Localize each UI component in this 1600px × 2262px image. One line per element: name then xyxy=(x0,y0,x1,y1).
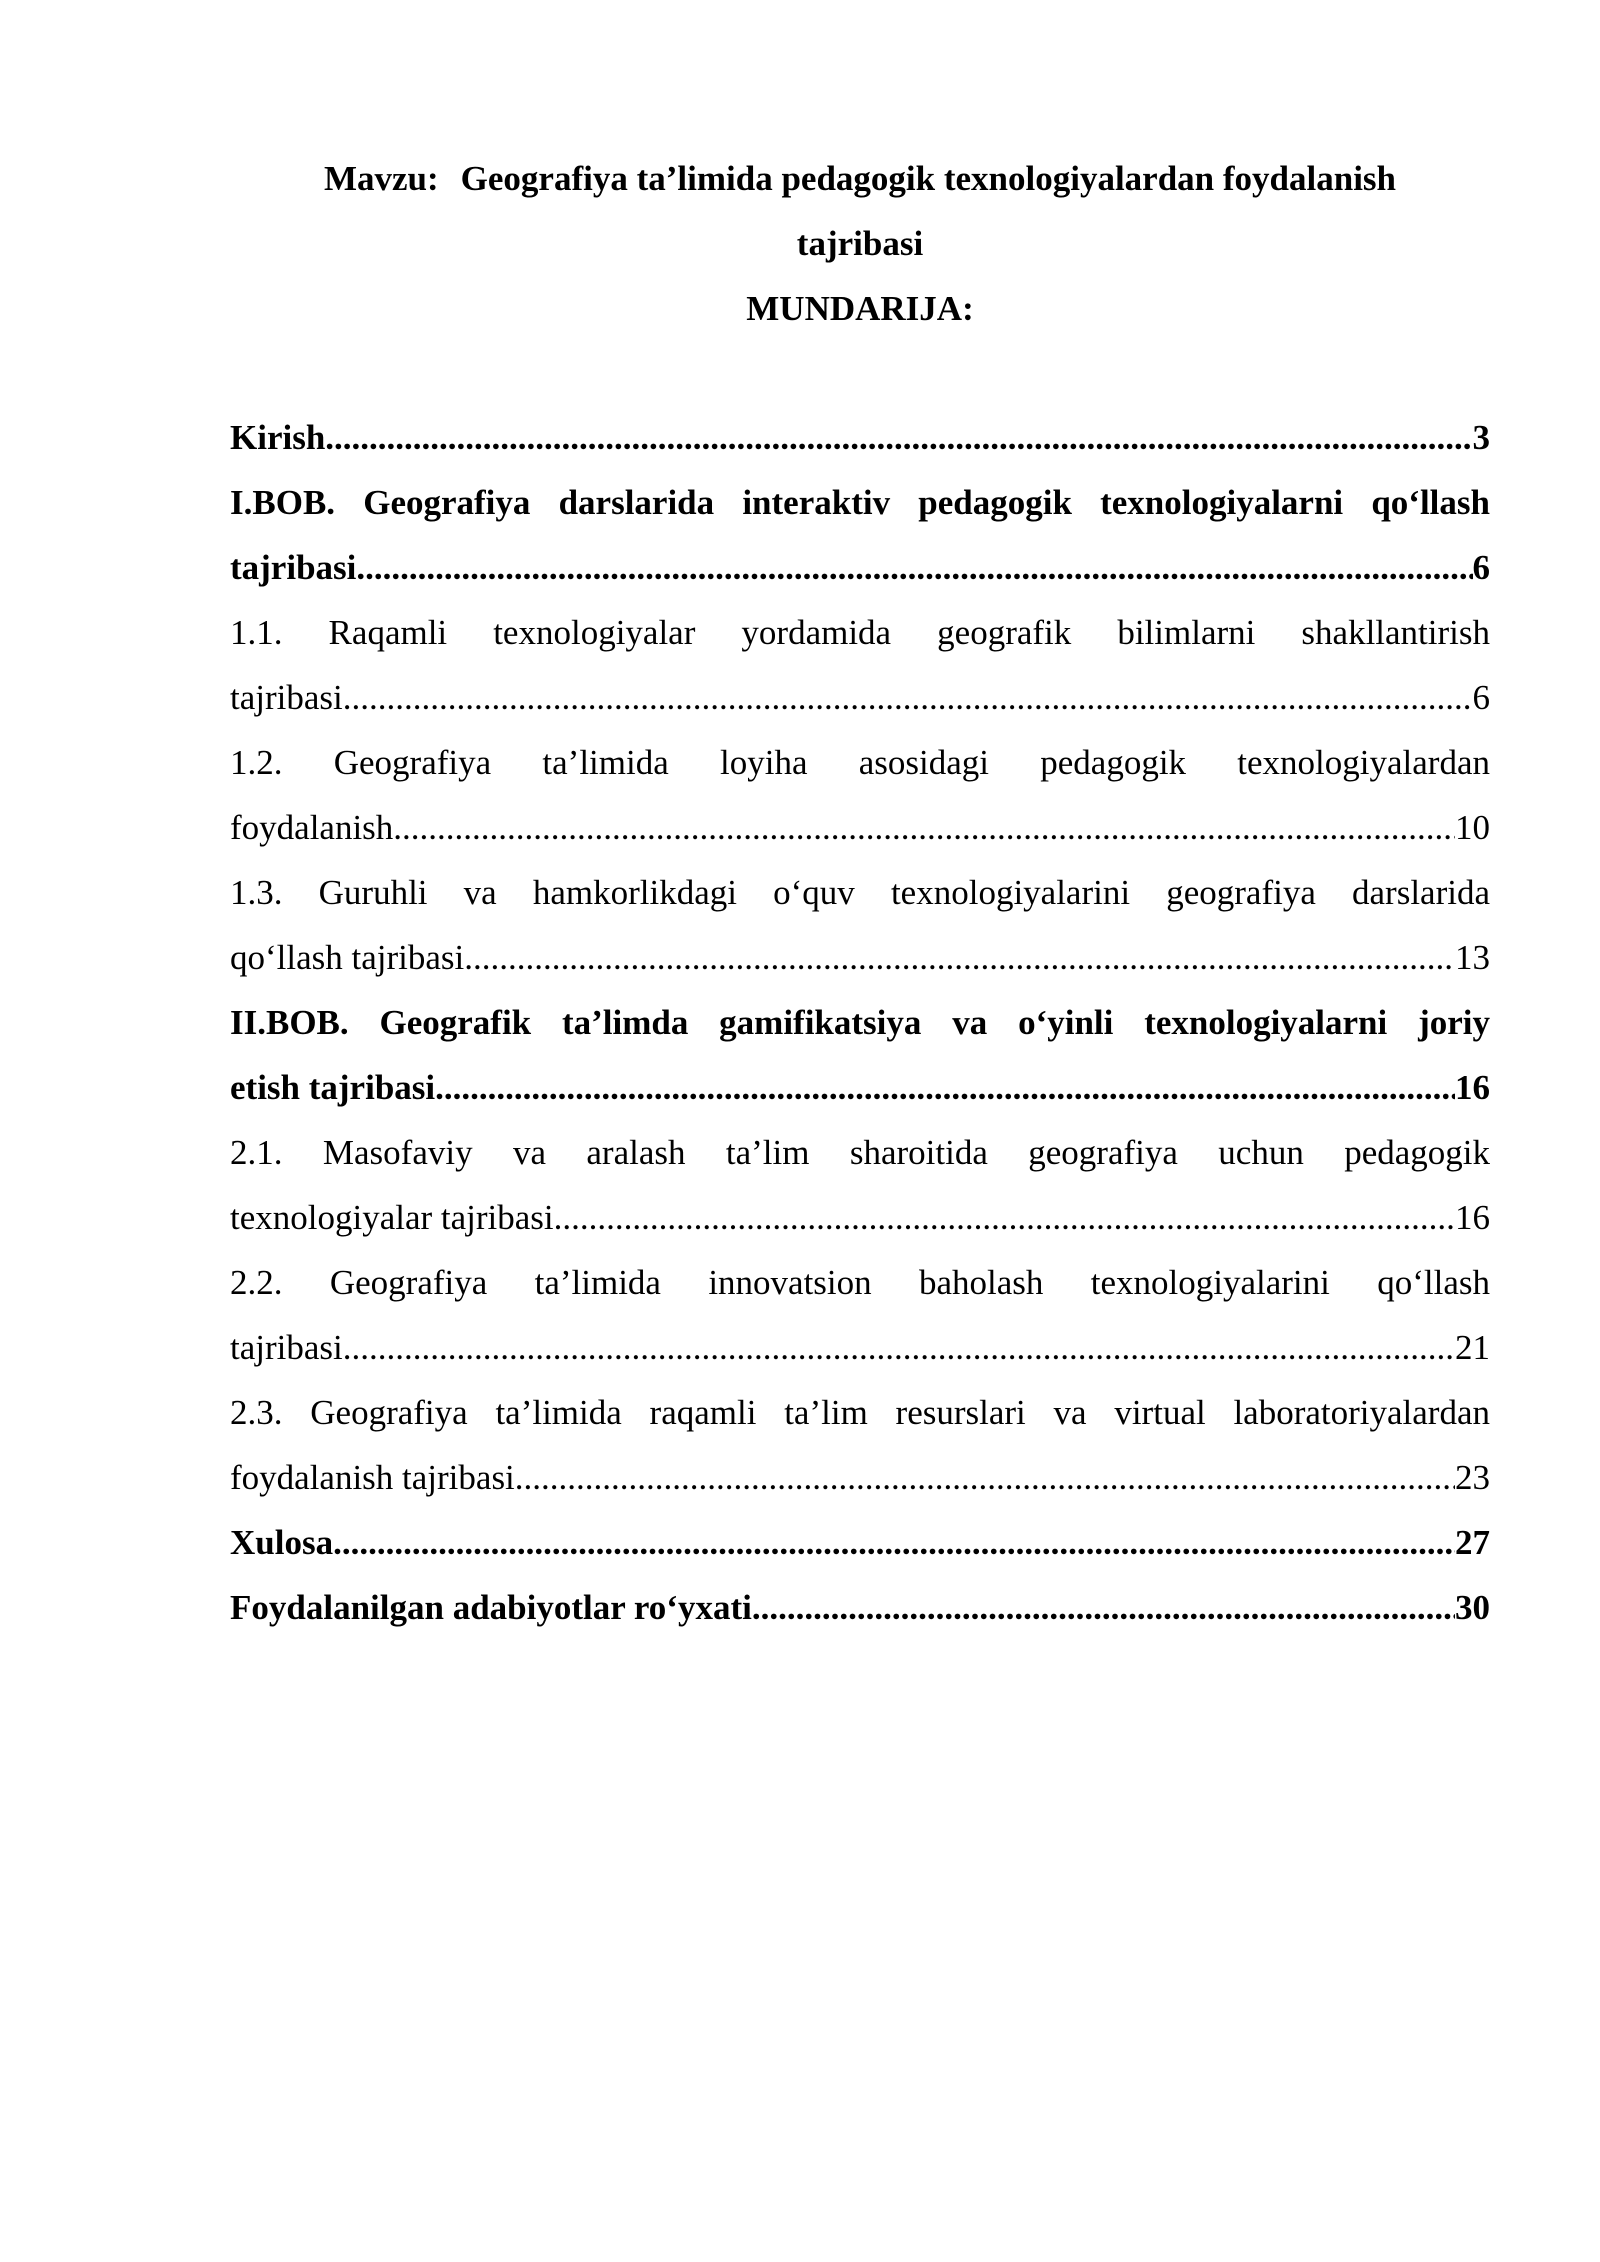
toc-page-number: 6 xyxy=(1472,548,1490,587)
toc-entry-leader-line xyxy=(230,1055,1490,1120)
toc-entry-text-line: 2.2. Geografiya ta’limida innovatsion baholash texnologiyalarini qo‘llash xyxy=(230,1263,1490,1302)
toc-entry-text: qo‘llash tajribasi xyxy=(230,938,465,977)
toc-page-number: 6 xyxy=(1472,678,1490,717)
toc-entry[interactable] xyxy=(230,860,1490,990)
dot-leader xyxy=(752,1575,1455,1640)
toc-page-number: 16 xyxy=(1455,1198,1490,1237)
toc-entry-text: foydalanish tajribasi xyxy=(230,1458,515,1497)
toc-page-number: 21 xyxy=(1455,1328,1490,1367)
toc-entry-text: texnologiyalar tajribasi xyxy=(230,1198,554,1237)
dot-leader xyxy=(393,795,1455,860)
dot-leader xyxy=(554,1185,1455,1250)
toc-entry-text-line: I.BOB. Geografiya darslarida interaktiv pedagogik texnologiyalarni qo‘llash xyxy=(230,483,1490,522)
toc-entry-text-line: 1.1. Raqamli texnologiyalar yordamida geografik bilimlarni shakllantirish xyxy=(230,613,1490,652)
toc-page-number: 23 xyxy=(1455,1458,1490,1497)
toc-entry-leader-line xyxy=(230,1315,1490,1380)
toc-entry-text-line: 2.3. Geografiya ta’limida raqamli ta’lim resurslari va virtual laboratoriyalardan xyxy=(230,1393,1490,1432)
document-title xyxy=(230,146,1490,276)
toc-page-number: 3 xyxy=(1472,418,1490,457)
toc-entry[interactable] xyxy=(230,405,1490,470)
toc-entry-text: tajribasi xyxy=(230,678,343,717)
dot-leader xyxy=(325,405,1472,470)
title-text-line-2: tajribasi xyxy=(796,224,924,263)
toc-entry[interactable] xyxy=(230,1380,1490,1510)
toc-entry-text-line: II.BOB. Geografik ta’limda gamifikatsiya va o‘yinli texnologiyalarni joriy xyxy=(230,1003,1490,1042)
toc-entry-text: tajribasi xyxy=(230,548,357,587)
toc-entry-text-line: 1.3. Guruhli va hamkorlikdagi o‘quv texnologiyalarini geografiya darslarida xyxy=(230,873,1490,912)
toc-entry-leader-line xyxy=(230,665,1490,730)
toc-entry-text: etish tajribasi xyxy=(230,1068,436,1107)
toc-entry-leader-line xyxy=(230,795,1490,860)
toc-entry-leader-line xyxy=(230,1185,1490,1250)
dot-leader xyxy=(333,1510,1455,1575)
toc-heading: MUNDARIJA: xyxy=(746,289,974,328)
toc-entry-leader-line xyxy=(230,1510,1490,1575)
dot-leader xyxy=(343,665,1473,730)
table-of-contents xyxy=(230,405,1490,1640)
toc-page-number: 30 xyxy=(1455,1588,1490,1627)
dot-leader xyxy=(435,1055,1455,1120)
title-line-1 xyxy=(230,146,1490,211)
toc-entry-leader-line xyxy=(230,1575,1490,1640)
title-text-line-1: Geografiya ta’limida pedagogik texnologiyalardan foydalanish xyxy=(460,159,1397,198)
toc-entry-text: foydalanish xyxy=(230,808,394,847)
toc-entry[interactable] xyxy=(230,1510,1490,1575)
toc-entry-text: Foydalanilgan adabiyotlar ro‘yxati xyxy=(230,1588,752,1627)
toc-page-number: 27 xyxy=(1455,1523,1490,1562)
toc-page-number: 16 xyxy=(1455,1068,1490,1107)
dot-leader xyxy=(515,1445,1455,1510)
toc-entry[interactable] xyxy=(230,470,1490,600)
toc-entry-text-line: 1.2. Geografiya ta’limida loyiha asosidagi pedagogik texnologiyalardan xyxy=(230,743,1490,782)
toc-entry[interactable] xyxy=(230,990,1490,1120)
dot-leader xyxy=(356,535,1472,600)
toc-entry-leader-line xyxy=(230,405,1490,470)
toc-entry-leader-line xyxy=(230,925,1490,990)
toc-entry[interactable] xyxy=(230,600,1490,730)
dot-leader xyxy=(343,1315,1455,1380)
toc-entry-text: tajribasi xyxy=(230,1328,343,1367)
toc-entry-text: Kirish xyxy=(230,418,326,457)
dot-leader xyxy=(464,925,1455,990)
toc-page-number: 10 xyxy=(1455,808,1490,847)
toc-entry[interactable] xyxy=(230,1250,1490,1380)
toc-entry[interactable] xyxy=(230,1120,1490,1250)
toc-entry[interactable] xyxy=(230,1575,1490,1640)
toc-entry[interactable] xyxy=(230,730,1490,860)
toc-entry-leader-line xyxy=(230,1445,1490,1510)
toc-entry-leader-line xyxy=(230,535,1490,600)
toc-entry-text-line: 2.1. Masofaviy va aralash ta’lim sharoitida geografiya uchun pedagogik xyxy=(230,1133,1490,1172)
toc-page-number: 13 xyxy=(1455,938,1490,977)
title-label: Mavzu: xyxy=(323,159,439,198)
toc-entry-text: Xulosa xyxy=(230,1523,334,1562)
